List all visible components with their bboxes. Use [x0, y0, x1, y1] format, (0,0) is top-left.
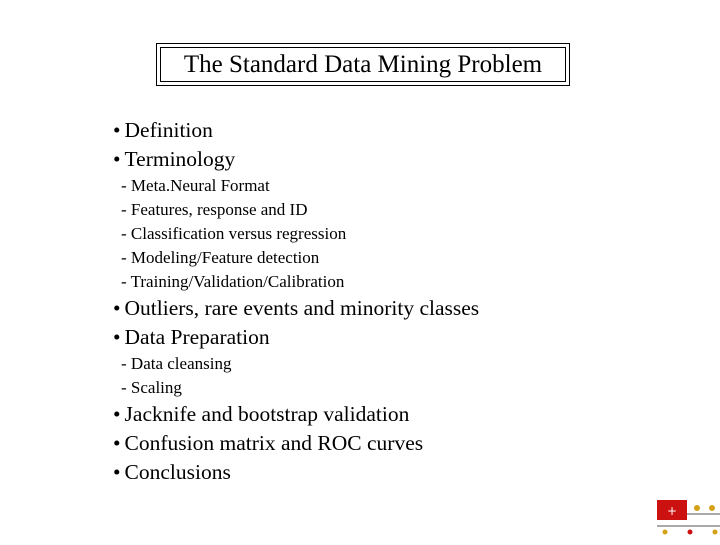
bullet-text: Confusion matrix and ROC curves: [124, 431, 424, 455]
bullet-text: - Training/Validation/Calibration: [121, 272, 345, 291]
slide-title: The Standard Data Mining Problem: [183, 50, 543, 78]
sub-bullet-item: [113, 270, 479, 294]
bullet-text: Data Preparation: [124, 325, 270, 349]
sub-bullet-item: [113, 222, 479, 246]
bullet-text: - Modeling/Feature detection: [121, 248, 320, 267]
bullet-dot-icon: •: [113, 118, 121, 142]
bullet-text: - Features, response and ID: [121, 200, 308, 219]
institution-crest-icon: [657, 500, 720, 540]
bullet-list: [113, 116, 479, 487]
bullet-dot-icon: •: [113, 147, 121, 171]
bullet-text: Terminology: [124, 147, 236, 171]
sub-bullet-item: [113, 246, 479, 270]
bullet-text: Definition: [124, 118, 213, 142]
bullet-item: [113, 145, 479, 174]
bullet-text: - Scaling: [121, 378, 182, 397]
sub-bullet-item: [113, 198, 479, 222]
bullet-text: Jacknife and bootstrap validation: [124, 402, 410, 426]
bullet-text: Outliers, rare events and minority classes: [124, 296, 480, 320]
bullet-item: [113, 116, 479, 145]
bullet-dot-icon: •: [113, 431, 121, 455]
bullet-text: - Classification versus regression: [121, 224, 347, 243]
bullet-dot-icon: •: [113, 296, 121, 320]
bullet-dot-icon: •: [113, 325, 121, 349]
bullet-item: [113, 429, 479, 458]
bullet-item: [113, 400, 479, 429]
sub-bullet-item: [113, 352, 479, 376]
bullet-item: [113, 294, 479, 323]
bullet-item: [113, 458, 479, 487]
svg-text:+: +: [666, 504, 678, 518]
bullet-item: [113, 323, 479, 352]
sub-bullet-item: [113, 376, 479, 400]
bullet-text: - Data cleansing: [121, 354, 232, 373]
sub-bullet-item: [113, 174, 479, 198]
slide-title-box: [156, 43, 570, 86]
bullet-dot-icon: •: [113, 402, 121, 426]
bullet-text: - Meta.Neural Format: [121, 176, 270, 195]
bullet-dot-icon: •: [113, 460, 121, 484]
bullet-text: Conclusions: [124, 460, 231, 484]
